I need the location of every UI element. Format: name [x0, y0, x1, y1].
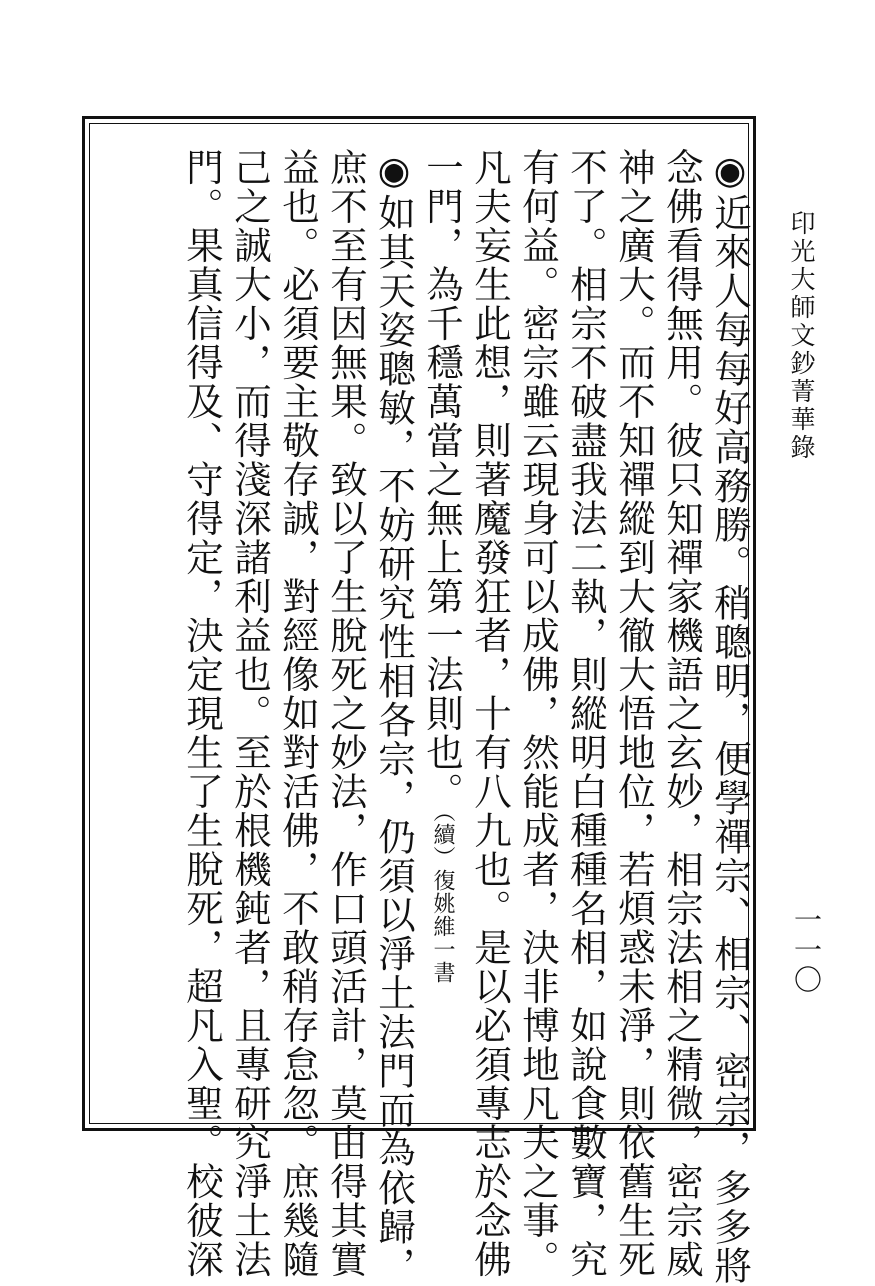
text-column-9: 庶不至有因無果。致以了生脫死之妙法，作口頭活計，莫由得其實: [324, 148, 368, 1279]
page-number: 一一〇: [790, 905, 823, 995]
text-column-7: [420, 148, 464, 984]
running-title: 印光大師文鈔菁華錄: [787, 210, 816, 462]
text-column-1: ◉近來人每每好高務勝。稍聰明，便學禪宗、相宗、密宗，多多將: [708, 148, 752, 1286]
text-column-8: ◉如其天姿聰敏，不妨研究性相各宗，仍須以淨土法門而為依歸，: [372, 148, 416, 1286]
source-annotation: （續）復姚維一書: [430, 811, 455, 984]
text-column-2: 念佛看得無用。彼只知禪家機語之玄妙，相宗法相之精微，密宗威: [660, 148, 704, 1279]
text-column-6: 凡夫妄生此想，則著魔發狂者，十有八九也。是以必須專志於念佛: [468, 148, 512, 1279]
text-column-3: 神之廣大。而不知禪縱到大徹大悟地位，若煩惑未淨，則依舊生死: [612, 148, 656, 1279]
text-column-5: 有何益。密宗雖云現身可以成佛，然能成者，決非博地凡夫之事。: [516, 148, 560, 1279]
text-column-7-body: 一門，為千穩萬當之無上第一法則也。: [420, 148, 464, 811]
text-column-4: 不了。相宗不破盡我法二執，則縱明白種種名相，如說食數寶，究: [564, 148, 608, 1279]
text-column-11: 己之誠大小，而得淺深諸利益也。至於根機鈍者，且專研究淨土法: [228, 148, 272, 1279]
text-column-12: 門。果真信得及、守得定，決定現生了生脫死，超凡入聖。校彼深: [180, 148, 224, 1279]
text-column-10: 益也。必須要主敬存誠，對經像如對活佛，不敢稍存怠忽。庶幾隨: [276, 148, 320, 1279]
